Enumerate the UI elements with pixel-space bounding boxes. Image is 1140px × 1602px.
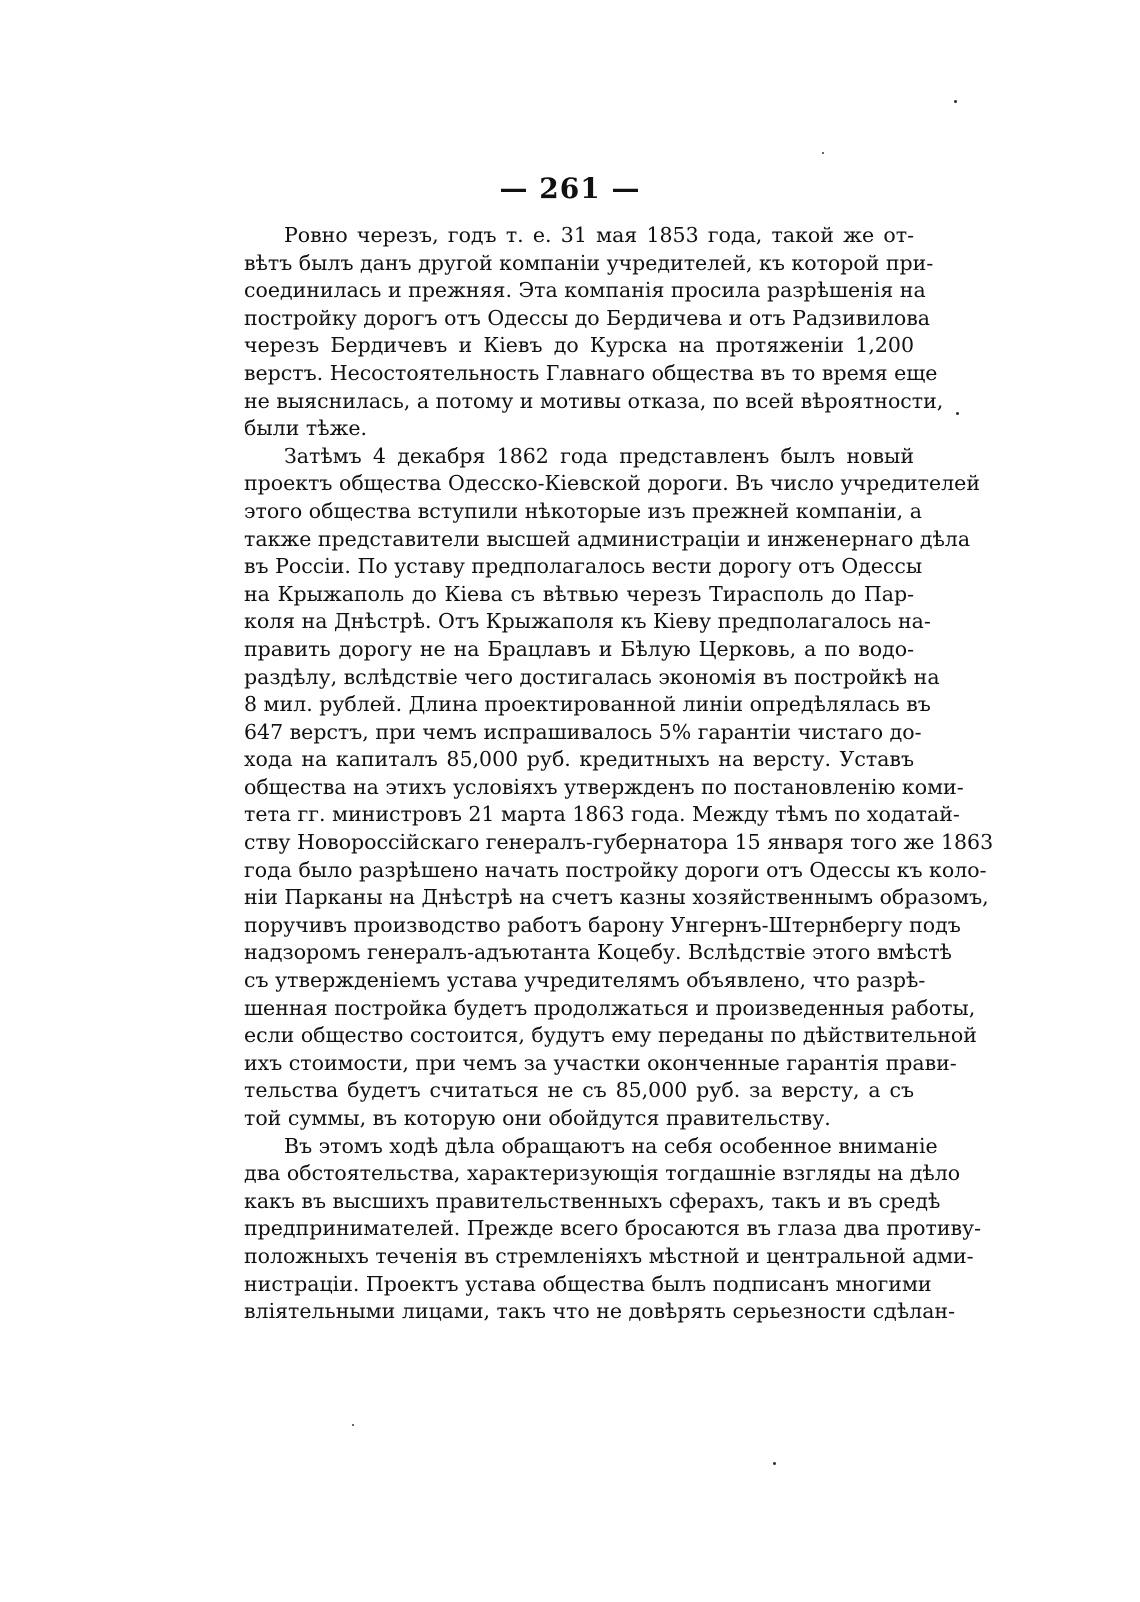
text-line: поручивъ производство работъ барону Унгернъ-Штернбергу подъ bbox=[244, 912, 961, 937]
text-line: править дорогу не на Брацлавъ и Бѣлую Церковь, а по водо- bbox=[244, 636, 914, 661]
text-line: положныхъ теченія въ стремленіяхъ мѣстной и центральной адми- bbox=[244, 1243, 974, 1268]
paragraph-2 bbox=[244, 443, 994, 1133]
text-line: Затѣмъ 4 декабря 1862 года представленъ былъ новый bbox=[284, 443, 914, 468]
text-line: если общество состоится, будутъ ему переданы по дѣйствительной bbox=[244, 1023, 977, 1048]
paragraph-3 bbox=[244, 1133, 982, 1326]
text-line: ихъ стоимости, при чемъ за участки оконченные гарантія прави- bbox=[244, 1050, 957, 1075]
text-line: надзоромъ генералъ-адъютанта Коцебу. Вслѣдствіе этого вмѣстѣ bbox=[244, 940, 952, 965]
text-line: нистраціи. Проектъ устава общества былъ подписанъ многими bbox=[244, 1271, 932, 1296]
text-line: были тѣже. bbox=[244, 416, 368, 441]
text-line: 647 верстъ, при чемъ испрашивалось 5% гарантіи чистаго до- bbox=[244, 719, 922, 744]
text-line: 8 мил. рублей. Длина проектированной линіи опредѣлялась въ bbox=[244, 692, 931, 717]
text-line: не выяснилась, а потому и мотивы отказа, по всей вѣроятности, bbox=[244, 388, 944, 413]
text-line: тельства будетъ считаться не съ 85,000 руб. за версту, а съ bbox=[244, 1078, 914, 1103]
text-line: вліятельными лицами, такъ что не довѣрять серьезности сдѣлан- bbox=[244, 1299, 956, 1324]
text-line: раздѣлу, вслѣдствіе чего достигалась экономія въ постройкѣ на bbox=[244, 664, 940, 689]
text-line: той суммы, въ которую они обойдутся правительству. bbox=[244, 1106, 831, 1130]
scan-speck bbox=[822, 152, 824, 154]
scan-speck bbox=[954, 100, 957, 103]
text-line: въ Россіи. По уставу предполагалось вести дорогу отъ Одессы bbox=[244, 554, 923, 579]
text-line: коля на Днѣстрѣ. Отъ Крыжаполя къ Кіеву предполагалось на- bbox=[244, 609, 931, 634]
text-line: также представители высшей администраціи и инженернаго дѣла bbox=[244, 526, 971, 551]
text-line: на Крыжаполь до Кіева съ вѣтвью черезъ Тирасполь до Пар- bbox=[244, 581, 914, 606]
text-line: общества на этихъ условіяхъ утвержденъ по постановленію коми- bbox=[244, 774, 964, 799]
scan-speck bbox=[956, 412, 959, 415]
text-line: вѣтъ былъ данъ другой компаніи учредителей, къ которой при- bbox=[244, 250, 934, 275]
scan-speck bbox=[773, 1462, 776, 1465]
text-line: ству Новороссійскаго генералъ-губернатора 15 января того же 1863 bbox=[244, 830, 994, 855]
text-line: два обстоятельства, характеризующія тогдашніе взгляды на дѣло bbox=[244, 1161, 961, 1186]
text-line: верстъ. Несостоятельность Главнаго общества въ то время еще bbox=[244, 360, 938, 385]
text-line: соединилась и прежняя. Эта компанія просила разрѣшенія на bbox=[244, 278, 926, 303]
text-line: года было разрѣшено начать постройку дороги отъ Одессы къ коло- bbox=[244, 857, 987, 882]
text-line: шенная постройка будетъ продолжаться и произведенныя работы, bbox=[244, 995, 976, 1020]
body-text bbox=[244, 222, 994, 1326]
text-line: черезъ Бердичевъ и Кіевъ до Курска на протяженіи 1,200 bbox=[244, 333, 914, 358]
text-line: проектъ общества Одесско-Кіевской дороги. Въ число учредителей bbox=[244, 471, 980, 496]
text-line: этого общества вступили нѣкоторые изъ прежней компаніи, а bbox=[244, 498, 922, 523]
text-line: съ утвержденіемъ устава учредителямъ объявлено, что разрѣ- bbox=[244, 968, 926, 993]
paragraph-1 bbox=[244, 222, 944, 443]
text-line: какъ въ высшихъ правительственныхъ сферахъ, такъ и въ средѣ bbox=[244, 1188, 941, 1213]
text-line: ніи Парканы на Днѣстрѣ на счетъ казны хозяйственнымъ образомъ, bbox=[244, 885, 989, 910]
page-number: — 261 — bbox=[499, 172, 641, 205]
text-line: хода на капиталъ 85,000 руб. кредитныхъ на версту. Уставъ bbox=[244, 747, 914, 772]
text-line: постройку дорогъ отъ Одессы до Бердичева и отъ Радзивилова bbox=[244, 305, 930, 330]
text-line: тета гг. министровъ 21 марта 1863 года. Между тѣмъ по ходатай- bbox=[244, 802, 960, 827]
text-line: Въ этомъ ходѣ дѣла обращаютъ на себя особенное вниманіе bbox=[284, 1133, 938, 1158]
text-line: Ровно черезъ, годъ т. е. 31 мая 1853 года, такой же от- bbox=[284, 223, 914, 247]
scan-speck bbox=[352, 1424, 354, 1426]
text-line: предпринимателей. Прежде всего бросаются въ глаза два противу- bbox=[244, 1216, 982, 1241]
